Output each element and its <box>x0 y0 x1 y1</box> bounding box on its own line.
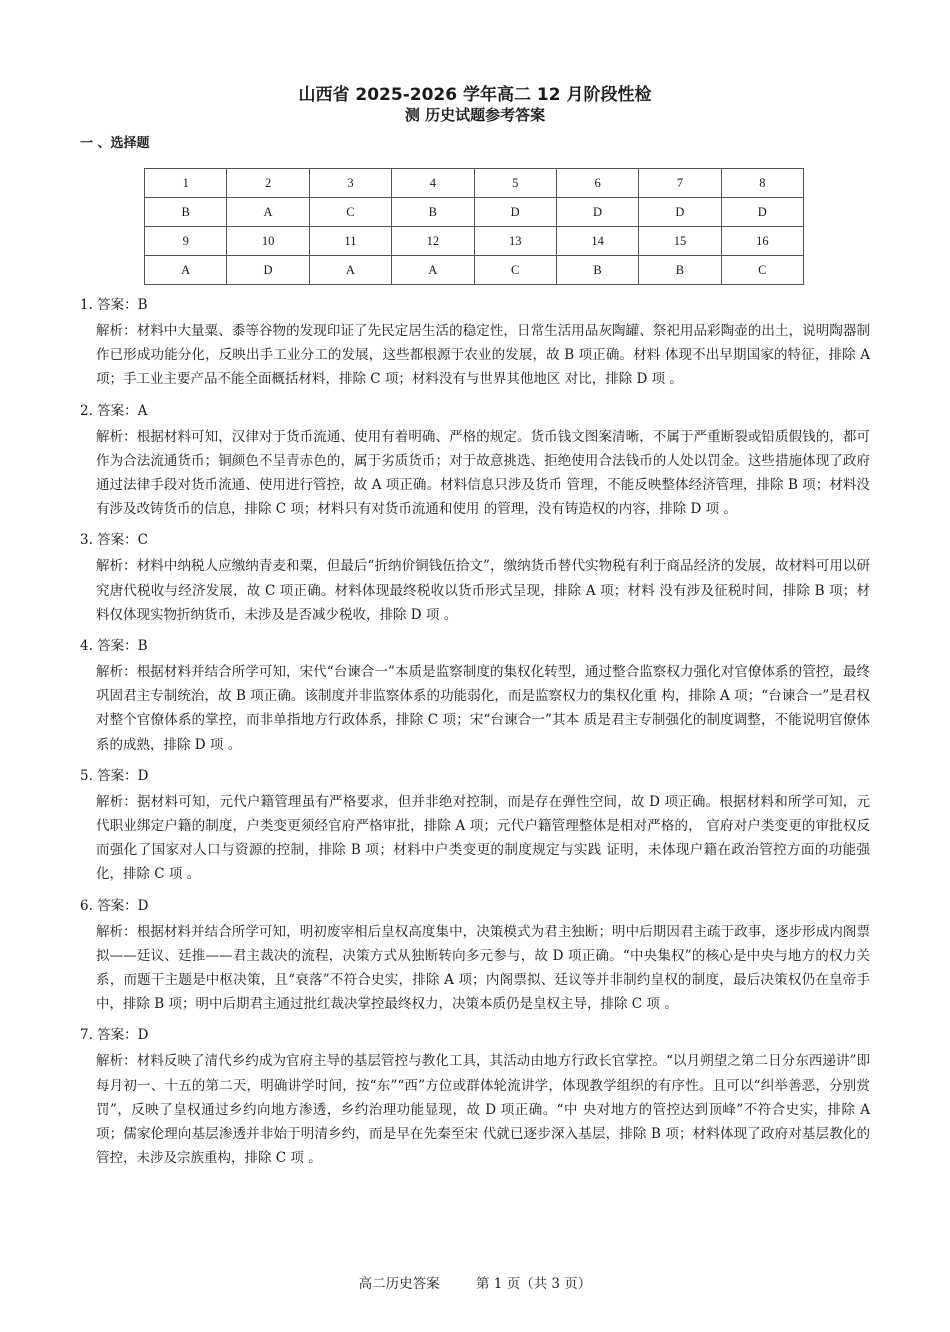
answer-item-6 <box>80 895 870 1017</box>
answer-label: 1. 答案：B <box>80 297 148 313</box>
answer-item-5 <box>80 765 870 887</box>
table-cell: A <box>392 256 474 285</box>
table-cell: A <box>309 256 391 285</box>
answer-table <box>144 168 804 285</box>
table-cell: A <box>145 256 227 285</box>
table-cell: 10 <box>227 227 309 256</box>
table-row-question-numbers-1 <box>145 169 804 198</box>
answer-label: 4. 答案：B <box>80 638 148 655</box>
page-footer <box>0 1272 950 1292</box>
section-heading: 一 、选择题 <box>80 136 150 151</box>
table-row-question-numbers-2 <box>145 227 804 256</box>
table-cell: C <box>474 256 556 285</box>
explanation-text: 解析：根据材料并结合所学可知，明初废宰相后皇权高度集中，决策模式为君主独断；明中后期因君主疏于政事，逐步形成内阁票拟——廷议、廷推——君主裁决的流程，决策方式从独断转向多元参与，故 D 项正确。“中央集权”的核心是中央与地方的权力关系，而题干主题是中枢决策，且“衰落”不符合史实，排除 A 项；内阁票拟、廷议等并非制约皇权的制度，最后决策权仍在皇帝手中，排除 B 项；明中后期君主通过批红裁决掌控最终权力，决策本质仍是皇权主导，排除 C 项 。 <box>96 923 870 1013</box>
table-cell: 2 <box>227 169 309 198</box>
table-cell: 3 <box>309 169 391 198</box>
table-cell: 16 <box>721 227 803 256</box>
answer-item-2 <box>80 400 870 522</box>
answer-label: 2. 答案：A <box>80 402 148 419</box>
table-cell: C <box>721 256 803 285</box>
footer-subject: 高二历史答案 <box>358 1276 440 1292</box>
table-row-answers-1 <box>145 198 804 227</box>
table-cell: 13 <box>474 227 556 256</box>
document-title: 山西省 2025-2026 学年高二 12 月阶段性检 <box>298 85 652 105</box>
explanation-text: 解析：材料中纳税人应缴纳青麦和粟，但最后“折纳价铜钱伍拾文”，缴纳货币替代实物税有利于商品经济的发展，故材料可用以研究唐代税收与经济发展，故 C 项正确。材料体现最终税收以货币形式呈现，排除 A 项；材料 没有涉及征税时间，排除 B 项；材料仅体现实物折纳货币，未涉及是否减少税收，排除 D 项 。 <box>96 558 870 623</box>
answer-item-1 <box>80 294 870 392</box>
table-cell: 4 <box>392 169 474 198</box>
table-row-answers-2 <box>145 256 804 285</box>
table-cell: B <box>556 256 638 285</box>
answer-item-7 <box>80 1024 870 1170</box>
table-cell: 8 <box>721 169 803 198</box>
table-cell: 9 <box>145 227 227 256</box>
explanation-text: 解析：根据材料可知，汉律对于货币流通、使用有着明确、严格的规定。货币钱文图案清晰，不属于严重断裂或铅质假钱的，都可作为合法流通货币；铜颜色不呈青赤色的，属于劣质货币；对于故意挑选、拒绝使用合法钱币的人处以罚金。这些措施体现了政府通过法律手段对货币流通、使用进行管控，故 A 项正确。材料信息只涉及货币 管理，不能反映整体经济管理，排除 B 项；材料没有涉及改铸货币的信息，排除 C 项；材料只有对货币流通和使用 的管理，没有铸造权的内容，排除 D 项 。 <box>96 428 870 518</box>
table-cell: D <box>639 198 721 227</box>
answer-explanations <box>80 294 870 1178</box>
table-cell: 12 <box>392 227 474 256</box>
answer-label: 6. 答案：D <box>80 897 149 914</box>
table-cell: C <box>309 198 391 227</box>
explanation-text: 解析：根据材料并结合所学可知，宋代“台谏合一”本质是监察制度的集权化转型，通过整合监察权力强化对官僚体系的管控，最终巩固君主专制统治，故 B 项正确。该制度并非监察体系的功能弱化，而是监察权力的集权化重 构，排除 A 项；“台谏合一”是君权对整个官僚体系的掌控，而非单指地方行政体系，排除 C 项；宋“台谏合一”其本 质是君主专制强化的制度调整，不能说明官僚体系的成熟，排除 D 项 。 <box>96 664 870 753</box>
table-cell: B <box>639 256 721 285</box>
footer-page-number: 第 1 页（共 3 页） <box>475 1276 592 1292</box>
table-cell: D <box>474 198 556 227</box>
table-cell: D <box>721 198 803 227</box>
answer-item-3 <box>80 529 870 627</box>
answer-item-4 <box>80 635 870 757</box>
explanation-text: 解析：据材料可知，元代户籍管理虽有严格要求，但并非绝对控制，而是存在弹性空间，故 D 项正确。根据材料和所学可知，元代职业绑定户籍的制度，户类变更须经官府严格审批，排除 A 项；元代户籍管理整体是相对严格的， 官府对户类变更的审批权反而强化了国家对人口与资源的控制，排除 B 项；材料中户类变更的制度规定与实践 证明，未体现户籍在政治管控方面的功能强化，排除 C 项 。 <box>96 793 870 883</box>
table-cell: 7 <box>639 169 721 198</box>
document-subtitle: 测 历史试题参考答案 <box>404 106 546 124</box>
table-cell: 6 <box>556 169 638 198</box>
explanation-text: 解析：材料反映了清代乡约成为官府主导的基层管控与教化工具，其活动由地方行政长官掌控。“以月朔望之第二日分东西递讲”即每月初一、十五的第二天，明确讲学时间，按“东”“西”方位或群体轮流讲学，体现教学组织的有序性。且可以“纠举善恶，分别赏罚”，反映了皇权通过乡约向地方渗透，乡约治理功能显现，故 D 项正确。“中 央对地方的管控达到顶峰”不符合史实，排除 A 项；儒家伦理向基层渗透并非始于明清乡约，而是早在先秦至宋 代就已逐步深入基层，排除 B 项；材料体现了政府对基层教化的管控，未涉及宗族重构，排除 C 项 。 <box>96 1053 870 1167</box>
table-cell: D <box>556 198 638 227</box>
table-cell: B <box>145 198 227 227</box>
explanation-text: 解析：材料中大量粟、黍等谷物的发现印证了先民定居生活的稳定性，日常生活用品灰陶罐、祭祀用品彩陶壶的出土，说明陶器制作已形成功能分化，反映出手工业分工的发展，这些都根源于农业的发展，故 B 项正确。材料 体现不出早期国家的特征，排除 A 项；手工业主要产品不能全面概括材料，排除 C 项；材料没有与世界其他地区 对比，排除 D 项 。 <box>96 323 870 388</box>
table-cell: A <box>227 198 309 227</box>
answer-label: 3. 答案：C <box>80 532 149 549</box>
table-cell: 11 <box>309 227 391 256</box>
answer-label: 7. 答案：D <box>80 1027 149 1044</box>
answer-label: 5. 答案：D <box>80 767 149 784</box>
table-cell: 14 <box>556 227 638 256</box>
table-cell: 1 <box>145 169 227 198</box>
table-cell: 15 <box>639 227 721 256</box>
table-cell: B <box>392 198 474 227</box>
table-cell: D <box>227 256 309 285</box>
table-cell: 5 <box>474 169 556 198</box>
